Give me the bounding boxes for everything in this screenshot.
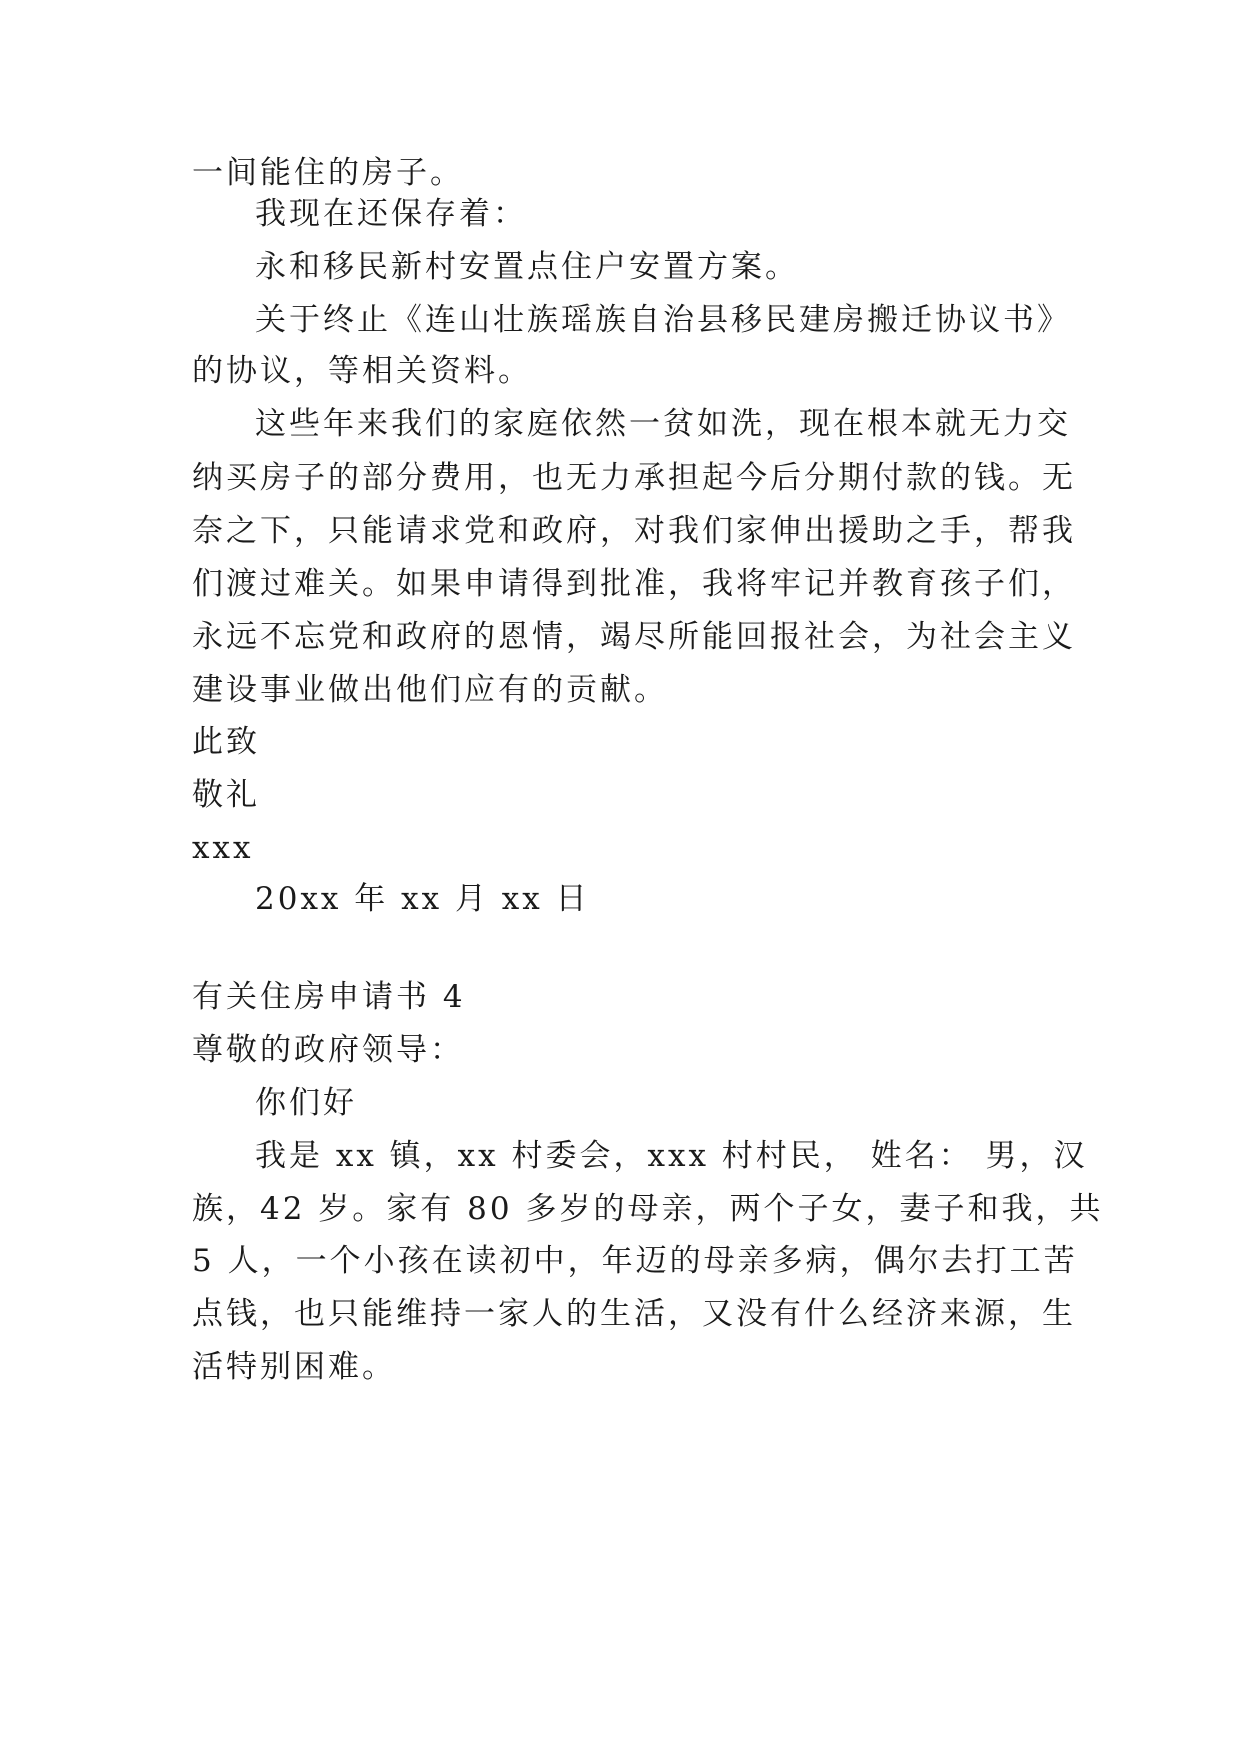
text-line: 关于终止《连山壮族瑶族自治县移民建房搬迁协议书》 <box>255 302 1071 338</box>
text-line: 这些年来我们的家庭依然一贫如洗，现在根本就无力交 <box>255 406 1071 442</box>
closing-text: 敬礼 <box>192 777 260 813</box>
text-line: 们渡过难关。如果申请得到批准，我将牢记并教育孩子们， <box>192 566 1076 602</box>
greeting: 你们好 <box>255 1085 357 1121</box>
signature-date: 20xx 年 xx 月 xx 日 <box>255 881 590 917</box>
salutation: 尊敬的政府领导： <box>192 1032 464 1068</box>
text-line: 我现在还保存着： <box>255 196 527 232</box>
closing-text: 此致 <box>192 724 260 760</box>
text-line: 的协议，等相关资料。 <box>192 353 532 389</box>
signature-name: xxx <box>192 830 254 866</box>
text-line: 5 人，一个小孩在读初中，年迈的母亲多病，偶尔去打工苦 <box>192 1243 1078 1279</box>
text-line: 建设事业做出他们应有的贡献。 <box>192 672 668 708</box>
text-line: 点钱，也只能维持一家人的生活，又没有什么经济来源，生 <box>192 1296 1076 1332</box>
text-line: 我是 xx 镇，xx 村委会，xxx 村村民， 姓名： 男，汉 <box>255 1138 1088 1174</box>
section-title: 有关住房申请书 4 <box>192 979 466 1015</box>
text-line: 族，42 岁。家有 80 多岁的母亲，两个子女，妻子和我，共 <box>192 1191 1104 1227</box>
text-line: 奈之下，只能请求党和政府，对我们家伸出援助之手，帮我 <box>192 513 1076 549</box>
text-line: 纳买房子的部分费用，也无力承担起今后分期付款的钱。无 <box>192 460 1076 496</box>
text-line: 永和移民新村安置点住户安置方案。 <box>255 249 799 285</box>
text-line: 一间能住的房子。 <box>192 155 464 191</box>
text-line: 永远不忘党和政府的恩情，竭尽所能回报社会，为社会主义 <box>192 619 1076 655</box>
text-line: 活特别困难。 <box>192 1349 396 1385</box>
